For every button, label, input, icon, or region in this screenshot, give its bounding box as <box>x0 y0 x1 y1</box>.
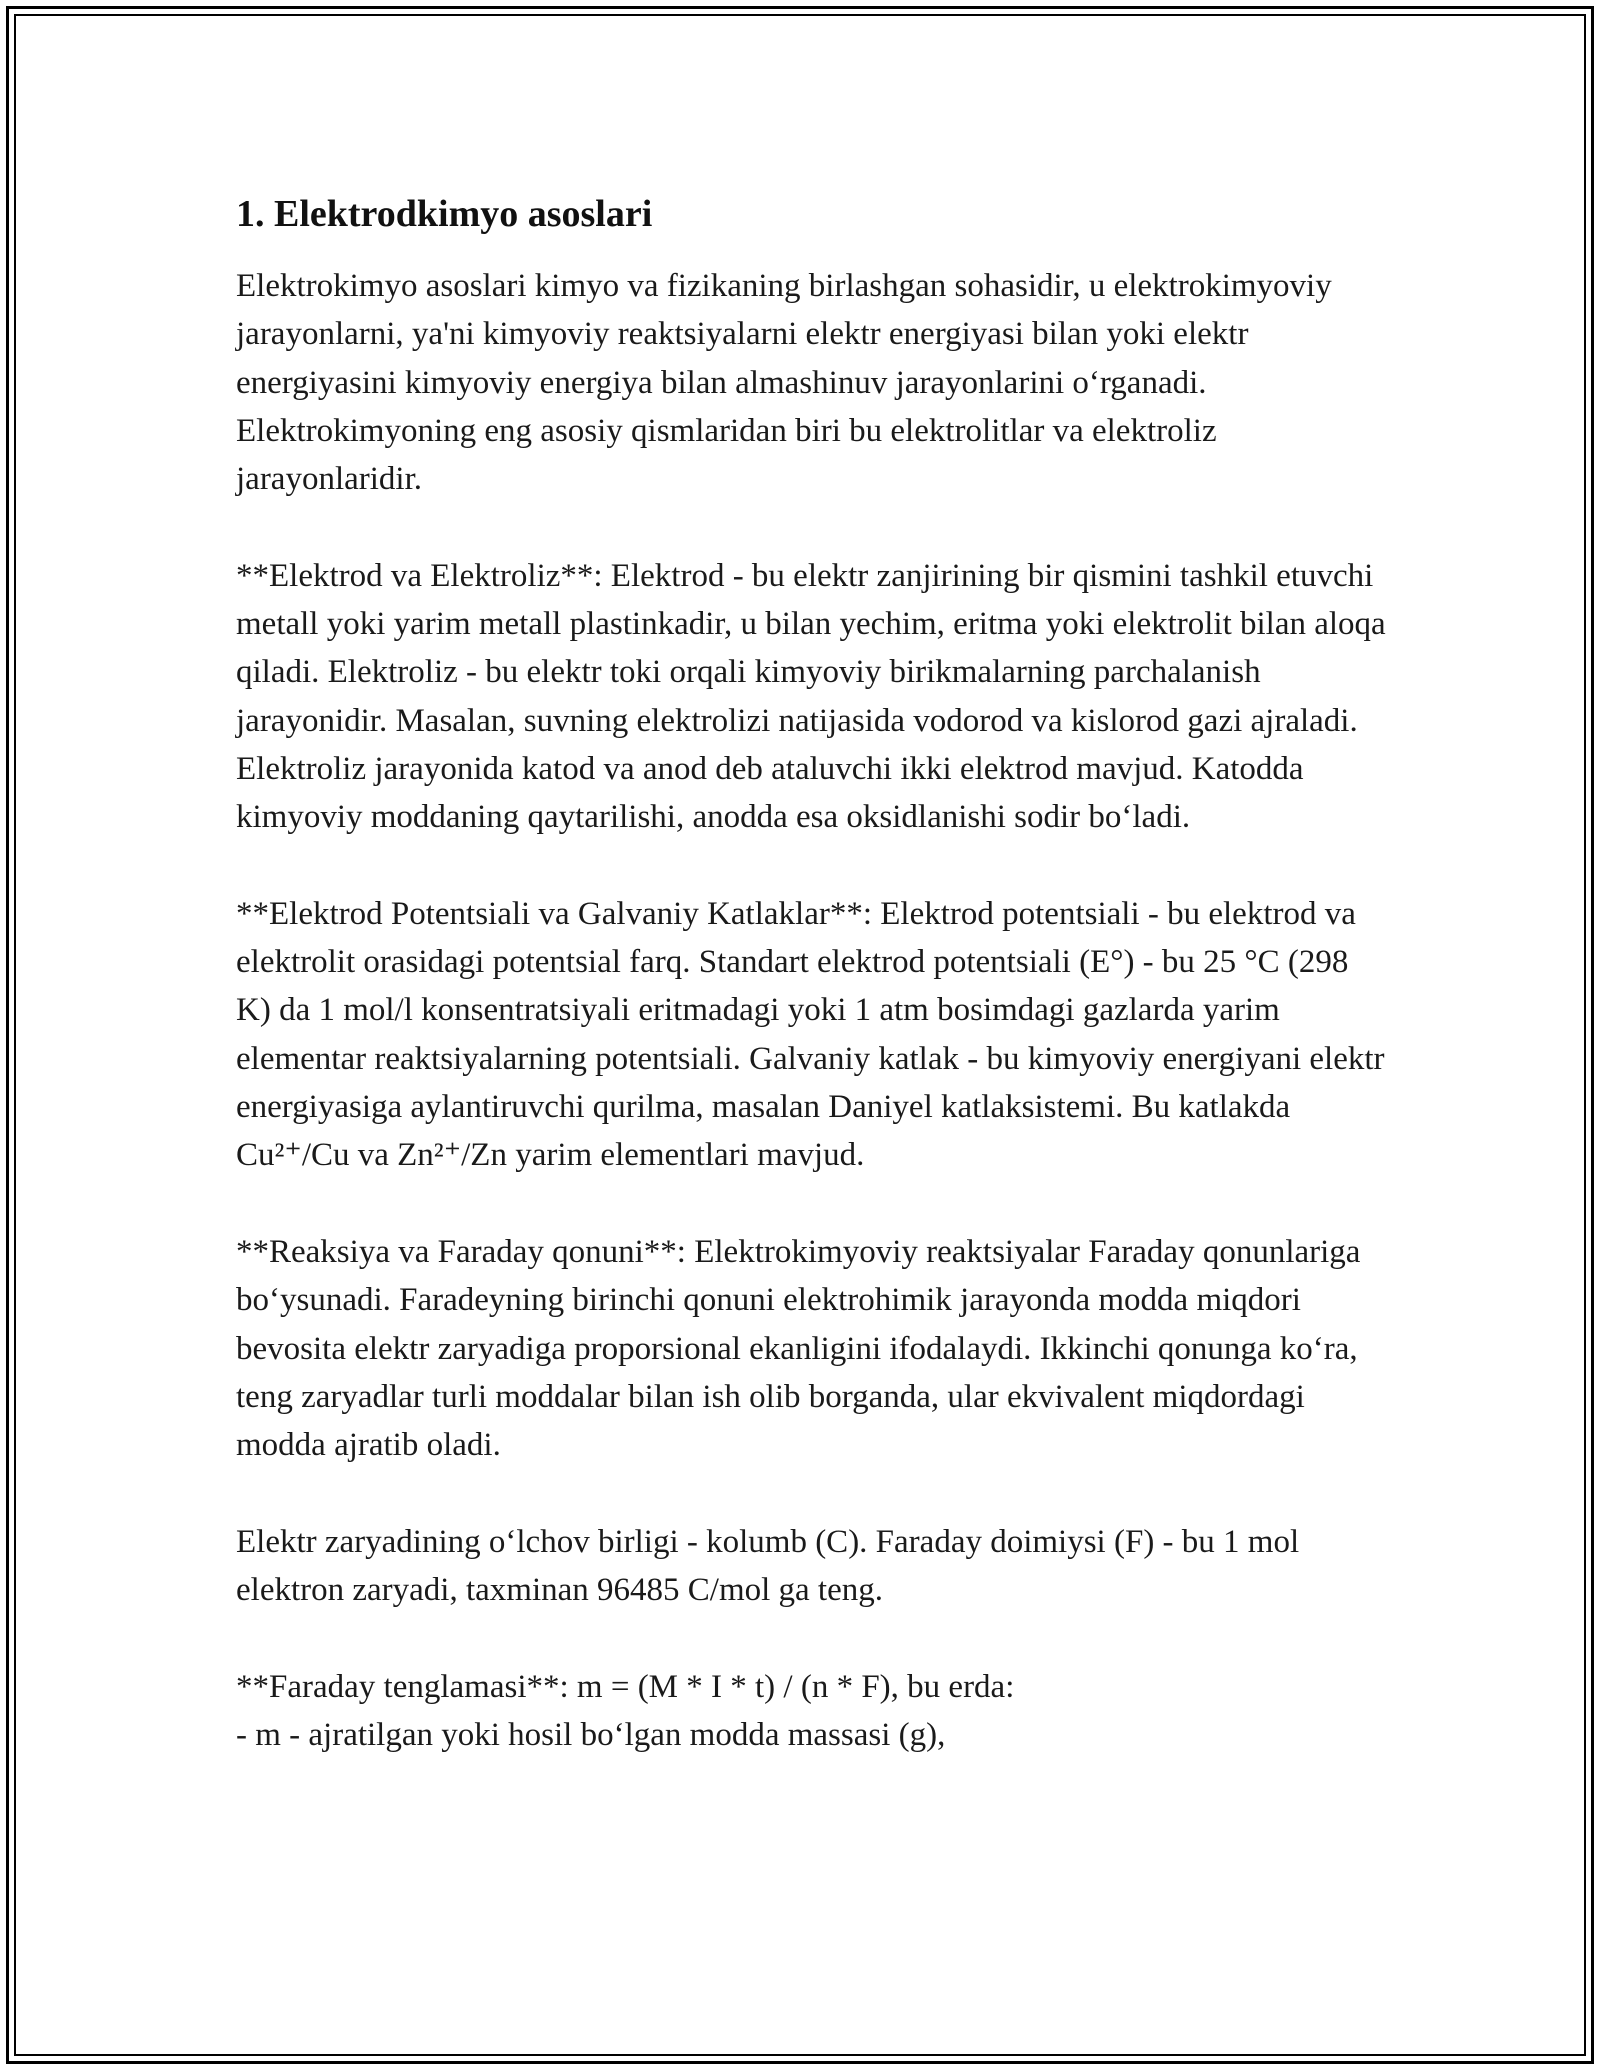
paragraph-electrode-potential: **Elektrod Potentsiali va Galvaniy Katlaklar**: Elektrod potentsiali - bu elektrod va elektrolit orasidagi potentsial farq. Standart elektrod potentsiali (E°) - bu 25 °C (298 K) da 1 mol/l konsentratsiyali eritmadagi yoki 1 atm bosimdagi gazlarda yarim elementar reaktsiyalarning potentsiali. Galvaniy katlak - bu kimyoviy energiyani elektr energiyasiga aylantiruvchi qurilma, masalan Daniyel katlaksistemi. Bu katlakda Cu²⁺/Cu va Zn²⁺/Zn yarim elementlari mavjud. <box>236 895 1385 1174</box>
faraday-equation: **Faraday tenglamasi**: m = (M * I * t) / (n * F), bu erda: <box>236 1668 1015 1705</box>
paragraph-intro: Elektrokimyo asoslari kimyo va fizikaning birlashgan sohasidir, u elektrokimyoviy jarayonlarni, ya'ni kimyoviy reaktsiyalarni elektr energiyasi bilan yoki elektr energiyasini kimyoviy energiya bilan almashinuv jarayonlarini o‘rganadi. Elektrokimyoning eng asosiy qismlaridan biri bu elektrolitlar va elektroliz jarayonlaridir. <box>236 268 1332 498</box>
paragraph-faraday-law: **Reaksiya va Faraday qonuni**: Elektrokimyoviy reaktsiyalar Faraday qonunlariga bo‘ysunadi. Faradeyning birinchi qonuni elektrohimik jarayonda modda miqdori bevosita elektr zaryadiga proporsional ekanligini ifodalaydi. Ikkinchi qonunga ko‘ra, teng zaryadlar turli moddalar bilan ish olib borganda, ular ekvivalent miqdordagi modda ajratib oladi. <box>236 1233 1361 1464</box>
document-body <box>236 186 1386 1759</box>
paragraph-charge-unit: Elektr zaryadining o‘lchov birligi - kolumb (C). Faraday doimiysi (F) - bu 1 mol elektron zaryadi, taxminan 96485 C/mol ga teng. <box>236 1523 1300 1609</box>
faraday-equation-block <box>236 1663 1386 1760</box>
paragraph-electrode-electrolysis: **Elektrod va Elektroliz**: Elektrod - bu elektr zanjirining bir qismini tashkil etuvchi metall yoki yarim metall plastinkadir, u bilan yechim, eritma yoki elektrolit bilan aloqa qiladi. Elektroliz - bu elektr toki orqali kimyoviy birikmalarning parchalanish jarayonidir. Masalan, suvning elektrolizi natijasida vodorod va kislorod gazi ajraladi. Elektroliz jarayonida katod va anod deb ataluvchi ikki elektrod mavjud. Katodda kimyoviy moddaning qaytarilishi, anodda esa oksidlanishi sodir bo‘ladi. <box>236 557 1386 836</box>
section-heading: 1. Elektrodkimyo asoslari <box>236 193 653 235</box>
list-item: - m - ajratilgan yoki hosil bo‘lgan modda massasi (g), <box>236 1716 946 1753</box>
